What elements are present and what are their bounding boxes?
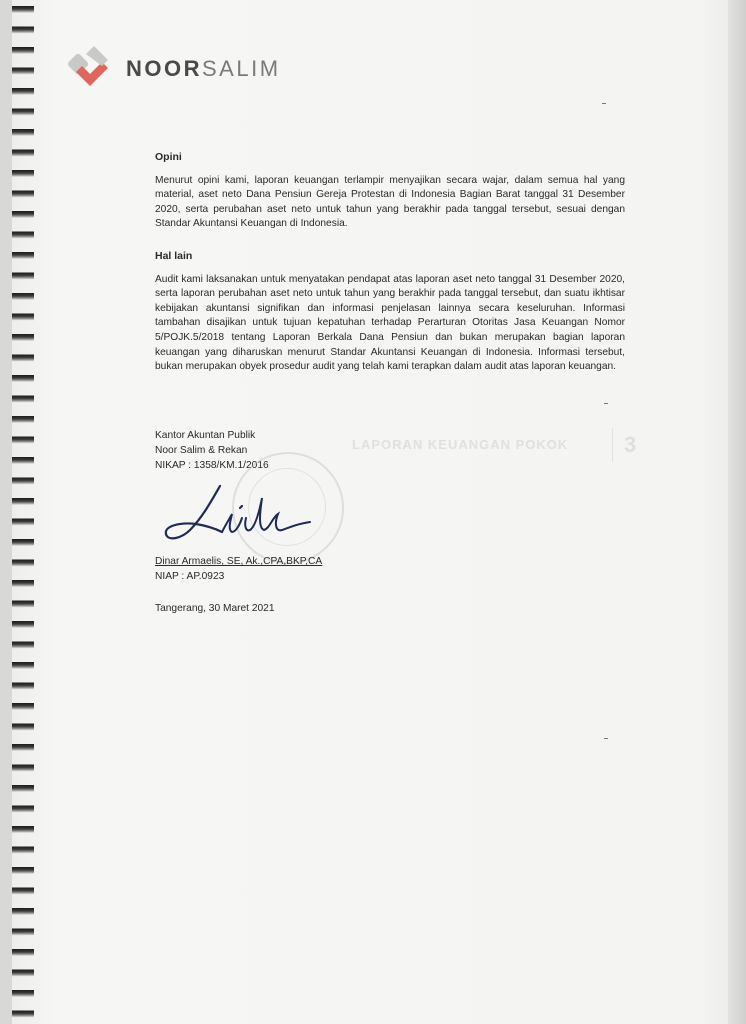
noorsalim-logo-icon — [62, 42, 118, 94]
signer-name: Dinar Armaelis, SE, Ak.,CPA,BKP,CA — [155, 556, 323, 567]
spiral-binding — [0, 0, 34, 1024]
paragraph-opini: Menurut opini kami, laporan keuangan terlampir menyajikan secara wajar, dalam semua hal yang material, aset neto Dana Pensiun Gereja Protestan di Indonesia Bagian Barat tanggal 31 Desember 2020, serta perubahan aset neto untuk tahun yang berakhir pada tanggal tersebut, sesuai dengan Standar Akuntansi Keuangan di Indonesia. — [155, 174, 625, 230]
scan-mark — [602, 103, 606, 104]
scan-mark — [604, 738, 608, 739]
signer-block — [155, 554, 322, 584]
handwritten-signature — [160, 478, 340, 548]
heading-hal-lain: Hal lain — [155, 249, 193, 262]
logo-noor-text: NOOR — [126, 56, 202, 81]
heading-opini: Opini — [155, 151, 182, 163]
signer-niap: NIAP : AP.0923 — [155, 571, 225, 582]
company-logo — [62, 42, 281, 94]
firm-line-1: Kantor Akuntan Publik — [155, 430, 256, 441]
scan-mark — [604, 403, 608, 404]
section-hal-lain — [155, 249, 625, 375]
firm-line-3: NIKAP : 1358/KM.1/2016 — [155, 460, 269, 471]
page-edge — [728, 0, 746, 1024]
paragraph-hal-lain: Audit kami laksanakan untuk menyatakan pendapat atas laporan aset neto tanggal 31 Desember 2020, serta laporan perubahan aset neto untuk tahun yang berakhir pada tanggal tersebut, dan suatu ikhtisar kebijakan akuntansi signifikan dan informasi penjelasan lainnya secara keseluruhan. Informasi tambahan disajikan untuk tujuan kepatuhan terhadap Perarturan Otoritas Jasa Keuangan Nomor 5/POJK.5/2018 tentang Laporan Berkala Dana Pensiun dan bukan merupakan bagian laporan keuangan yang diharuskan menurut Standar Akuntansi Keuangan di Indonesia. Informasi tersebut, bukan merupakan obyek prosedur audit yang telah kami terapkan dalam audit atas laporan keuangan. — [155, 273, 625, 373]
logo-salim-text: SALIM — [202, 56, 281, 81]
bleed-through-divider — [612, 428, 613, 462]
place-and-date: Tangerang, 30 Maret 2021 — [155, 603, 275, 614]
bleed-through-title: LAPORAN KEUANGAN POKOK — [352, 437, 569, 452]
bleed-through-number: 3 — [624, 432, 637, 457]
report-body — [155, 150, 625, 375]
logo-wordmark — [126, 56, 281, 82]
firm-line-2: Noor Salim & Rekan — [155, 445, 248, 456]
